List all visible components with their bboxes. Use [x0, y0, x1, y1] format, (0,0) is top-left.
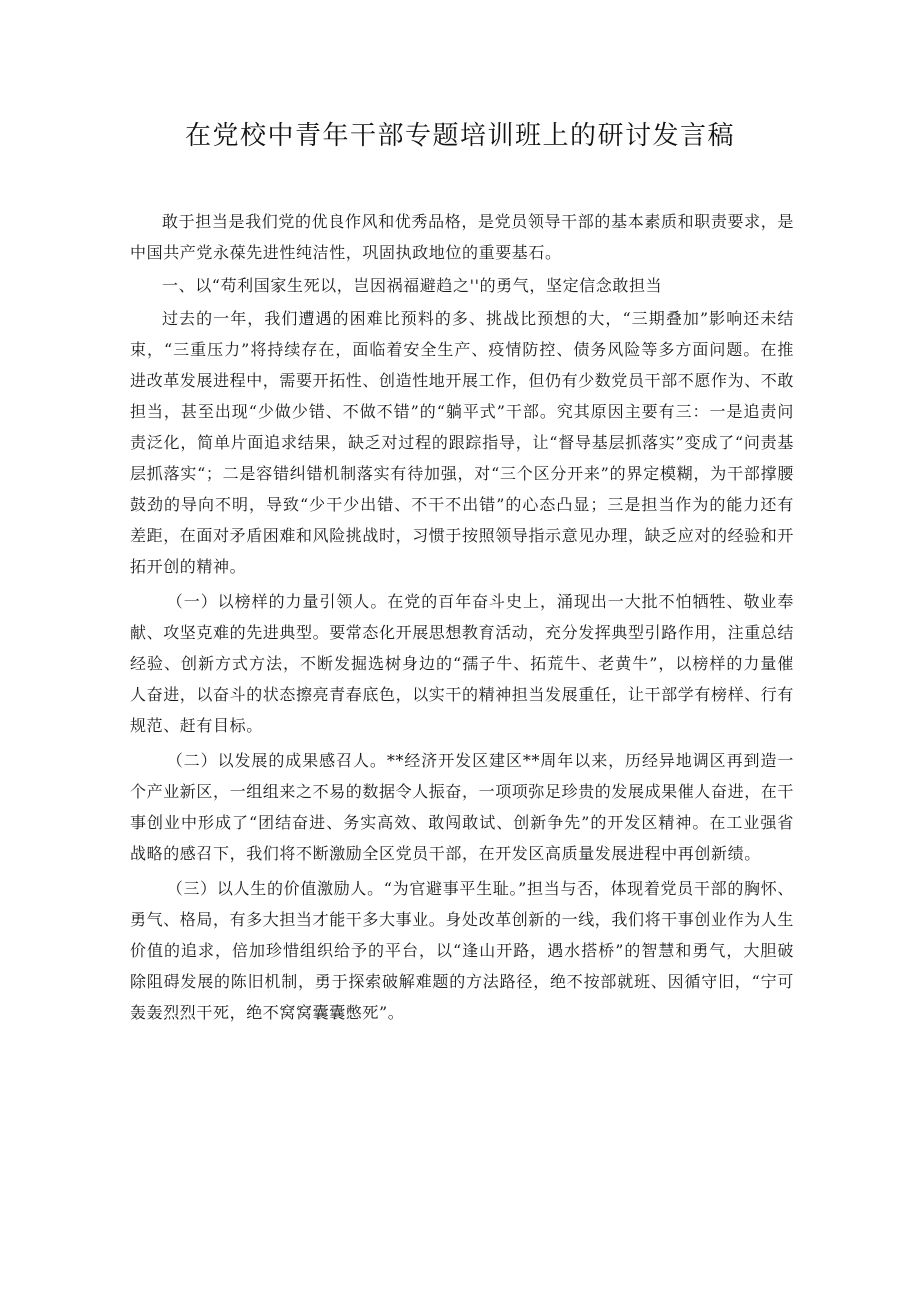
body-paragraph: 过去的一年，我们遭遇的困难比预料的多、挑战比预想的大，“三期叠加”影响还未结束，“三重压力”将持续存在，面临着安全生产、疫情防控、债务风险等多方面问题。在推进改革发展进程中，需要开拓性、创造性地开展工作，但仍有少数党员干部不愿作为、不敢担当，甚至出现“少做少错、不做不错”的“躺平式”干部。究其原因主要有三：一是追责问责泛化，简单片面追求结果，缺乏对过程的跟踪指导，让“督导基层抓落实”变成了“问责基层抓落实“；二是容错纠错机制落实有待加强，对“三个区分开来”的界定模糊，为干部撑腰鼓劲的导向不明，导致“少干少出错、不干不出错”的心态凸显；三是担当作为的能力还有差距，在面对矛盾困难和风险挑战时，习惯于按照领导指示意见办理，缺乏应对的经验和开拓开创的精神。 — [130, 309, 795, 576]
intro-paragraph: 敢于担当是我们党的优良作风和优秀品格，是党员领导干部的基本素质和职责要求，是中国共产党永葆先进性纯洁性，巩固执政地位的重要基石。 — [130, 212, 794, 262]
section-heading: 一、以“苟利国家生死以，岂因祸福避趋之''的勇气，坚定信念敢担当 — [162, 276, 663, 295]
subsection-paragraph-1: （一）以榜样的力量引领人。在党的百年奋斗史上，涌现出一大批不怕牺牲、敬业奉献、攻坚克难的先进典型。要常态化开展思想教育活动，充分发挥典型引路作用，注重总结经验、创新方式方法，不断发掘选树身边的“孺子牛、拓荒牛、老黄牛”，以榜样的力量催人奋进，以奋斗的状态擦亮青春底色，以实干的精神担当发展重任，让干部学有榜样、行有规范、赶有目标。 — [130, 592, 795, 735]
subsection-paragraph-3: （三）以人生的价值激励人。“为官避事平生耻。”担当与否，体现着党员干部的胸怀、勇气、格局，有多大担当才能干多大事业。身处改革创新的一线，我们将干事创业作为人生价值的追求，倍加珍惜组织给予的平台，以“逢山开路，遇水搭桥”的智慧和勇气，大胆破除阻碍发展的陈旧机制，勇于探索破解难题的方法路径，绝不按部就班、因循守旧，“宁可轰轰烈烈干死，绝不窝窝囊囊憋死”。 — [130, 879, 795, 1022]
document-title: 在党校中青年干部专题培训班上的研讨发言稿 — [184, 121, 735, 151]
document-body — [130, 206, 794, 1028]
subsection-paragraph-2: （二）以发展的成果感召人。**经济开发区建区**周年以来，历经异地调区再到造一个产业新区，一组组来之不易的数据令人振奋，一项项弥足珍贵的发展成果催人奋进，在干事创业中形成了“团结奋进、务实高效、敢闯敢试、创新争先”的开发区精神。在工业强省战略的感召下，我们将不断激励全区党员干部，在开发区高质量发展进程中再创新绩。 — [130, 751, 795, 863]
